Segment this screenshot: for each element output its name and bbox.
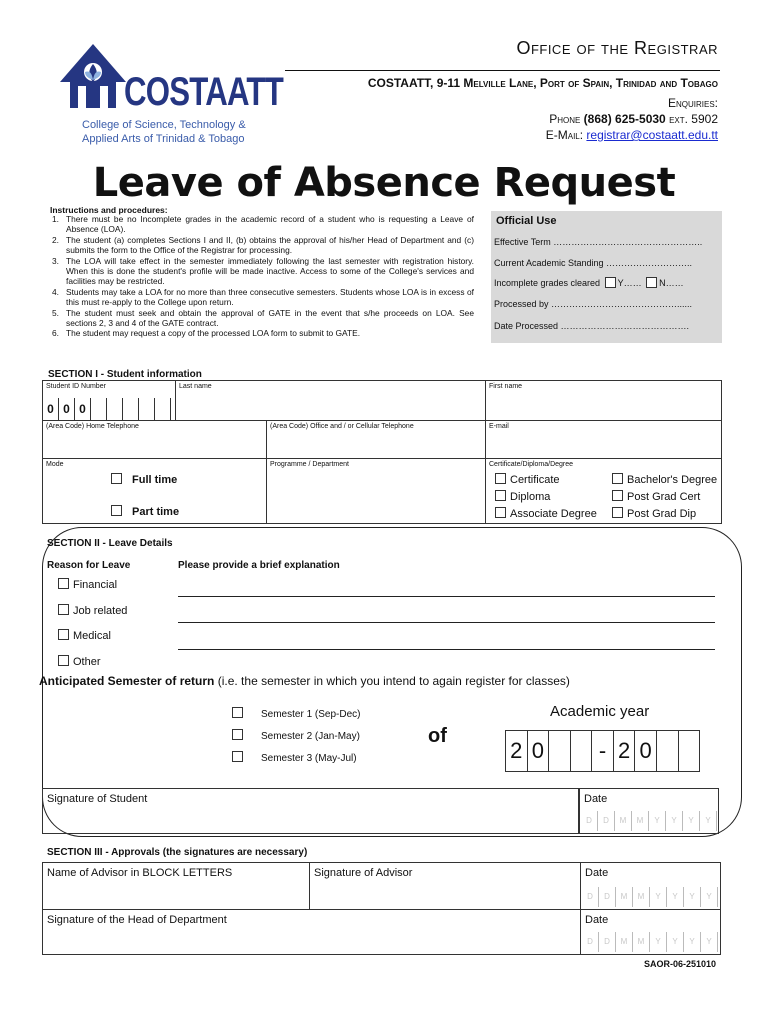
semester-1-checkbox[interactable]: Semester 1 (Sep-Dec)	[232, 707, 360, 720]
incomplete-grades-row: Incomplete grades cleared Y…… N……	[494, 278, 684, 288]
academic-year-label: Academic year	[550, 703, 650, 720]
academic-standing-field[interactable]: Current Academic Standing ………………………..	[494, 258, 693, 268]
instructions-list	[52, 214, 474, 339]
explanation-line-1[interactable]	[178, 596, 715, 597]
advisor-signature-field[interactable]: Signature of Advisor	[309, 862, 581, 910]
certificate-cell: Certificate/Diploma/Degree Certificate Diploma Associate Degree Bachelor's Degree Post Grad Cert Post Grad Dip	[489, 461, 718, 520]
post-grad-cert-checkbox[interactable]: Post Grad Cert	[612, 490, 700, 503]
effective-term-field[interactable]: Effective Term …………………………………………..	[494, 237, 703, 247]
hod-date-field[interactable]: Date D D M M Y Y Y Y	[580, 909, 721, 955]
official-use-heading: Official Use	[496, 215, 557, 227]
semester-3-checkbox[interactable]: Semester 3 (May-Jul)	[232, 751, 357, 764]
enquiries-label: Enquiries:	[667, 96, 718, 110]
office-address: COSTAATT, 9-11 Melville Lane, Port of Spain, Trinidad and Tobago	[367, 76, 718, 90]
first-name-field[interactable]: First name	[486, 381, 722, 421]
student-date-field[interactable]: Date D D M M Y Y Y Y	[579, 788, 719, 834]
phone-line: Phone (868) 625-5030 ext. 5902	[549, 112, 718, 126]
advisor-date-field[interactable]: Date D D M M Y Y Y Y	[580, 862, 721, 910]
incomplete-yes-checkbox[interactable]	[605, 277, 616, 288]
instruction-item: 2. The student (a) completes Sections I and II, (b) obtains the approval of his/her Head of Department and (c) submits the form to the Office of the Registrar for processing.	[52, 234, 474, 256]
advisor-name-field[interactable]: Name of Advisor in BLOCK LETTERS	[42, 862, 310, 910]
of-label: of	[428, 725, 447, 747]
student-info-grid	[42, 380, 722, 524]
explanation-line-2[interactable]	[178, 622, 715, 623]
student-signature-field[interactable]: Signature of Student	[42, 788, 579, 834]
office-heading: Office of the Registrar	[516, 38, 718, 58]
instruction-item: 6. The student may request a copy of the processed LOA form to submit to GATE.	[52, 328, 361, 339]
processed-by-field[interactable]: Processed by ……………………………………......	[494, 299, 693, 309]
student-id-cell[interactable]: Student ID Number 0 0 0	[43, 381, 176, 421]
full-time-checkbox[interactable]: Full time	[111, 473, 177, 486]
instruction-item: 3. The LOA will take effect in the semester immediately following the last semester with registration history. When this is done the student's profile will be made inactive. Access to some of the College's services and facilities may be restricted.	[52, 255, 474, 287]
part-time-checkbox[interactable]: Part time	[111, 505, 179, 518]
email-line: E-Mail: registrar@costaatt.edu.tt	[545, 128, 718, 142]
advisor-date-mask: D D M M Y Y Y Y	[582, 887, 718, 907]
reason-job-related-checkbox[interactable]: Job related	[58, 604, 127, 617]
programme-field[interactable]: Programme / Department	[267, 459, 486, 523]
anticipated-semester-line: Anticipated Semester of return (i.e. the semester in which you intend to again register for classes)	[39, 674, 570, 688]
instructions-heading: Instructions and procedures:	[50, 205, 168, 215]
registrar-email-link[interactable]: registrar@costaatt.edu.tt	[586, 128, 718, 142]
academic-year-input[interactable]: 2 0 - 2 0	[505, 730, 700, 772]
explanation-heading: Please provide a brief explanation	[178, 560, 340, 571]
instruction-item: 5. The student must seek and obtain the approval of GATE in the event that s/he proceeds on LOA. See sections 2, 3 and 4 of the GATE contract.	[52, 307, 474, 329]
official-use-panel	[491, 211, 722, 343]
reason-medical-checkbox[interactable]: Medical	[58, 629, 111, 642]
section1-heading: SECTION I - Student information	[48, 369, 202, 380]
student-id-boxes[interactable]: 0 0 0	[43, 398, 171, 420]
instruction-item: 1. There must be no Incomplete grades in the academic record of a student who is requesting a Leave of Absence (LOA).	[52, 214, 474, 235]
form-code: SAOR-06-251010	[643, 959, 716, 969]
instruction-item: 4. Students may take a LOA for no more than three consecutive semesters. Students whose LOA is in excess of this must re-apply to the College upon return.	[52, 286, 474, 308]
post-grad-dip-checkbox[interactable]: Post Grad Dip	[612, 507, 696, 520]
student-date-mask: D D M M Y Y Y Y	[581, 811, 717, 831]
date-processed-field[interactable]: Date Processed …………………………………….	[494, 321, 690, 331]
costaatt-logo-emblem	[58, 42, 128, 112]
header-divider	[285, 70, 720, 71]
bachelors-degree-checkbox[interactable]: Bachelor's Degree	[612, 473, 717, 486]
diploma-checkbox[interactable]: Diploma	[495, 490, 550, 503]
logo-wordmark: COSTAATT	[124, 70, 283, 114]
logo-tagline: College of Science, Technology & Applied Arts of Trinidad & Tobago	[82, 119, 246, 145]
reason-financial-checkbox[interactable]: Financial	[58, 578, 117, 591]
certificate-checkbox[interactable]: Certificate	[495, 473, 560, 486]
explanation-line-3[interactable]	[178, 649, 715, 650]
associate-degree-checkbox[interactable]: Associate Degree	[495, 507, 597, 520]
reason-other-checkbox[interactable]: Other	[58, 655, 101, 668]
home-phone-field[interactable]: (Area Code) Home Telephone	[43, 421, 267, 459]
last-name-field[interactable]: Last name	[176, 381, 486, 421]
hod-date-mask: D D M M Y Y Y Y	[582, 932, 718, 952]
section2-heading: SECTION II - Leave Details	[47, 538, 173, 549]
section3-heading: SECTION III - Approvals (the signatures are necessary)	[47, 847, 308, 858]
reason-heading: Reason for Leave	[47, 560, 131, 571]
mode-cell: Mode Full time Part time	[43, 459, 267, 523]
semester-2-checkbox[interactable]: Semester 2 (Jan-May)	[232, 729, 360, 742]
email-field[interactable]: E-mail	[486, 421, 722, 459]
office-phone-field[interactable]: (Area Code) Office and / or Cellular Telephone	[267, 421, 486, 459]
incomplete-no-checkbox[interactable]	[646, 277, 657, 288]
hod-signature-field[interactable]: Signature of the Head of Department	[42, 909, 581, 955]
page-title: Leave of Absence Request	[92, 160, 676, 206]
